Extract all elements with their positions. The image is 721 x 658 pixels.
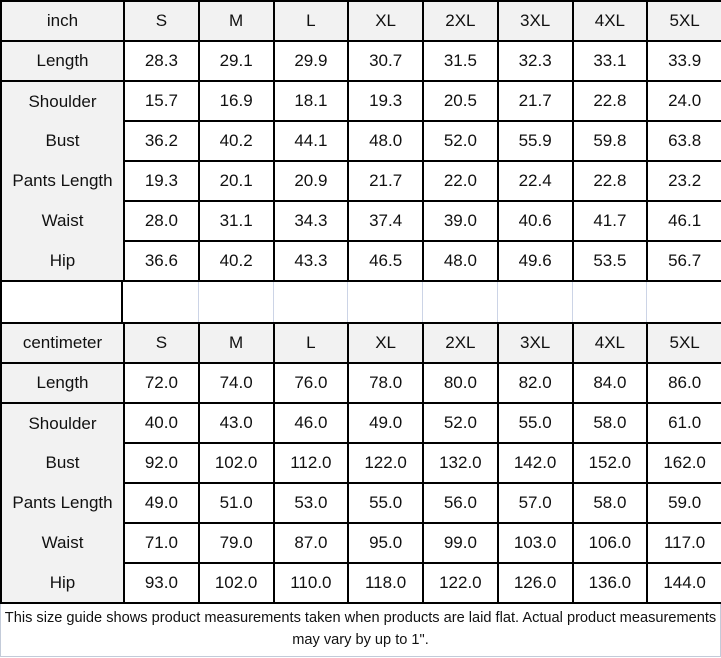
value-cell: 117.0 xyxy=(647,523,721,563)
value-cell: 21.7 xyxy=(498,81,573,121)
value-cell: 56.0 xyxy=(423,483,498,523)
row-label-cell: Length xyxy=(1,41,124,81)
value-cell: 21.7 xyxy=(348,161,423,201)
measurement-row xyxy=(1,483,721,523)
value-cell: 82.0 xyxy=(498,363,573,403)
value-cell: 34.3 xyxy=(274,201,349,241)
value-cell: 19.3 xyxy=(348,81,423,121)
size-header-row xyxy=(1,323,721,363)
value-cell: 76.0 xyxy=(274,363,349,403)
value-cell: 122.0 xyxy=(348,443,423,483)
value-cell: 52.0 xyxy=(423,403,498,443)
row-label-cell: Bust xyxy=(1,443,124,483)
row-label-cell: Shoulder xyxy=(1,403,124,443)
value-cell: 30.7 xyxy=(348,41,423,81)
value-cell: 99.0 xyxy=(423,523,498,563)
size-header-row xyxy=(1,1,721,41)
inch-size-table xyxy=(0,0,721,282)
value-cell: 36.6 xyxy=(124,241,199,281)
value-cell: 95.0 xyxy=(348,523,423,563)
value-cell: 44.1 xyxy=(274,121,349,161)
value-cell: 48.0 xyxy=(348,121,423,161)
value-cell: 15.7 xyxy=(124,81,199,121)
value-cell: 46.0 xyxy=(274,403,349,443)
size-header-cell: XL xyxy=(348,1,423,41)
row-label-cell: Length xyxy=(1,363,124,403)
value-cell: 55.9 xyxy=(498,121,573,161)
value-cell: 72.0 xyxy=(124,363,199,403)
measurement-row xyxy=(1,523,721,563)
value-cell: 33.1 xyxy=(573,41,648,81)
value-cell: 20.1 xyxy=(199,161,274,201)
value-cell: 118.0 xyxy=(348,563,423,603)
value-cell: 33.9 xyxy=(647,41,721,81)
value-cell: 40.0 xyxy=(124,403,199,443)
row-label-cell: Waist xyxy=(1,523,124,563)
value-cell: 136.0 xyxy=(573,563,648,603)
value-cell: 93.0 xyxy=(124,563,199,603)
measurement-row xyxy=(1,443,721,483)
size-header-cell: 2XL xyxy=(423,1,498,41)
value-cell: 51.0 xyxy=(199,483,274,523)
value-cell: 59.8 xyxy=(573,121,648,161)
value-cell: 16.9 xyxy=(199,81,274,121)
value-cell: 78.0 xyxy=(348,363,423,403)
unit-header-cell: centimeter xyxy=(1,323,124,363)
value-cell: 57.0 xyxy=(498,483,573,523)
size-header-cell: M xyxy=(199,1,274,41)
value-cell: 56.7 xyxy=(647,241,721,281)
value-cell: 106.0 xyxy=(573,523,648,563)
value-cell: 49.6 xyxy=(498,241,573,281)
value-cell: 55.0 xyxy=(348,483,423,523)
value-cell: 22.0 xyxy=(423,161,498,201)
value-cell: 58.0 xyxy=(573,403,648,443)
value-cell: 22.4 xyxy=(498,161,573,201)
value-cell: 102.0 xyxy=(199,563,274,603)
row-label-cell: Shoulder xyxy=(1,81,124,121)
size-header-cell: S xyxy=(124,1,199,41)
measurement-row xyxy=(1,41,721,81)
value-cell: 32.3 xyxy=(498,41,573,81)
value-cell: 28.0 xyxy=(124,201,199,241)
value-cell: 59.0 xyxy=(647,483,721,523)
value-cell: 29.9 xyxy=(274,41,349,81)
unit-header-cell: inch xyxy=(1,1,124,41)
separator-cell xyxy=(273,282,348,322)
value-cell: 103.0 xyxy=(498,523,573,563)
value-cell: 79.0 xyxy=(199,523,274,563)
value-cell: 43.0 xyxy=(199,403,274,443)
value-cell: 19.3 xyxy=(124,161,199,201)
value-cell: 29.1 xyxy=(199,41,274,81)
row-label-cell: Bust xyxy=(1,121,124,161)
value-cell: 43.3 xyxy=(274,241,349,281)
value-cell: 46.5 xyxy=(348,241,423,281)
value-cell: 40.2 xyxy=(199,241,274,281)
size-header-cell: 3XL xyxy=(498,1,573,41)
value-cell: 40.6 xyxy=(498,201,573,241)
separator-cell xyxy=(497,282,572,322)
separator-cell xyxy=(422,282,497,322)
value-cell: 87.0 xyxy=(274,523,349,563)
value-cell: 144.0 xyxy=(647,563,721,603)
measurement-row xyxy=(1,201,721,241)
value-cell: 49.0 xyxy=(124,483,199,523)
value-cell: 152.0 xyxy=(573,443,648,483)
value-cell: 71.0 xyxy=(124,523,199,563)
value-cell: 102.0 xyxy=(199,443,274,483)
value-cell: 39.0 xyxy=(423,201,498,241)
value-cell: 31.5 xyxy=(423,41,498,81)
size-header-cell: 5XL xyxy=(647,323,721,363)
value-cell: 37.4 xyxy=(348,201,423,241)
value-cell: 80.0 xyxy=(423,363,498,403)
row-label-cell: Hip xyxy=(1,563,124,603)
separator-cell xyxy=(123,282,198,322)
footer-note-box xyxy=(0,604,721,657)
value-cell: 49.0 xyxy=(348,403,423,443)
value-cell: 132.0 xyxy=(423,443,498,483)
value-cell: 122.0 xyxy=(423,563,498,603)
size-header-cell: L xyxy=(274,323,349,363)
measurement-row xyxy=(1,403,721,443)
value-cell: 23.2 xyxy=(647,161,721,201)
value-cell: 24.0 xyxy=(647,81,721,121)
value-cell: 74.0 xyxy=(199,363,274,403)
value-cell: 36.2 xyxy=(124,121,199,161)
size-header-cell: 4XL xyxy=(573,323,648,363)
value-cell: 55.0 xyxy=(498,403,573,443)
value-cell: 63.8 xyxy=(647,121,721,161)
value-cell: 28.3 xyxy=(124,41,199,81)
value-cell: 31.1 xyxy=(199,201,274,241)
measurement-row xyxy=(1,121,721,161)
value-cell: 142.0 xyxy=(498,443,573,483)
value-cell: 40.2 xyxy=(199,121,274,161)
row-label-cell: Pants Length xyxy=(1,161,124,201)
value-cell: 58.0 xyxy=(573,483,648,523)
size-header-cell: 5XL xyxy=(647,1,721,41)
value-cell: 52.0 xyxy=(423,121,498,161)
value-cell: 20.9 xyxy=(274,161,349,201)
value-cell: 86.0 xyxy=(647,363,721,403)
size-header-cell: XL xyxy=(348,323,423,363)
measurement-row xyxy=(1,241,721,281)
row-label-cell: Hip xyxy=(1,241,124,281)
separator-cell xyxy=(198,282,273,322)
value-cell: 53.0 xyxy=(274,483,349,523)
separator-cell xyxy=(572,282,647,322)
size-header-cell: L xyxy=(274,1,349,41)
value-cell: 22.8 xyxy=(573,161,648,201)
value-cell: 48.0 xyxy=(423,241,498,281)
size-header-cell: 4XL xyxy=(573,1,648,41)
value-cell: 110.0 xyxy=(274,563,349,603)
value-cell: 46.1 xyxy=(647,201,721,241)
row-label-cell: Pants Length xyxy=(1,483,124,523)
value-cell: 61.0 xyxy=(647,403,721,443)
value-cell: 92.0 xyxy=(124,443,199,483)
separator-cell xyxy=(347,282,422,322)
value-cell: 18.1 xyxy=(274,81,349,121)
size-header-cell: 2XL xyxy=(423,323,498,363)
measurement-row xyxy=(1,161,721,201)
size-header-cell: M xyxy=(199,323,274,363)
separator-cell xyxy=(646,282,721,322)
value-cell: 84.0 xyxy=(573,363,648,403)
value-cell: 22.8 xyxy=(573,81,648,121)
measurement-row xyxy=(1,363,721,403)
centimeter-size-table xyxy=(0,322,721,604)
footer-note: This size guide shows product measurements taken when products are laid flat. Actual product measurements may vary by up to 1". xyxy=(4,610,717,648)
size-header-cell: 3XL xyxy=(498,323,573,363)
value-cell: 162.0 xyxy=(647,443,721,483)
measurement-row xyxy=(1,81,721,121)
row-label-cell: Waist xyxy=(1,201,124,241)
value-cell: 126.0 xyxy=(498,563,573,603)
value-cell: 53.5 xyxy=(573,241,648,281)
measurement-row xyxy=(1,563,721,603)
value-cell: 20.5 xyxy=(423,81,498,121)
size-header-cell: S xyxy=(124,323,199,363)
value-cell: 41.7 xyxy=(573,201,648,241)
value-cell: 112.0 xyxy=(274,443,349,483)
separator-label-cell xyxy=(0,282,123,322)
separator-row xyxy=(0,282,721,322)
